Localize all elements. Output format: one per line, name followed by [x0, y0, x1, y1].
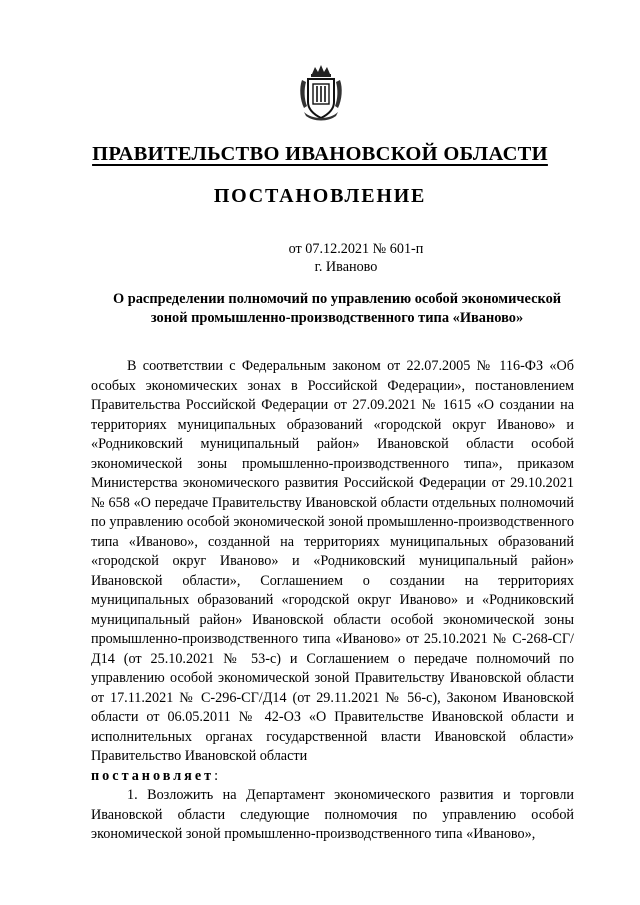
decree-word: постановляет	[91, 767, 215, 784]
government-title: ПРАВИТЕЛЬСТВО ИВАНОВСКОЙ ОБЛАСТИ	[92, 143, 548, 165]
coat-of-arms-icon	[298, 64, 344, 122]
preamble-paragraph: В соответствии с Федеральным законом от 22.07.2005 № 116-ФЗ «Об особых экономических зонах в Российской Федерации», постановлением Правительства Российской Федерации от 27.09.2021 № 1615 «О создании на территориях муниципальных образований «городской округ Иваново» и «Родниковский муниципальный район» Ивановской области особой экономической зоны промышленно-производственного типа», приказом Министерства экономического развития Российской Федерации от 29.10.2021 № 658 «О передаче Правительству Ивановской области отдельных полномочий по управлению особой экономической зоной промышленно-производственного типа «Иваново», созданной на территориях муниципальных образований «городской округ Иваново» и «Родниковский муниципальный район» Ивановской области», Соглашением о создании на территориях муниципальных образований «городской округ Иваново» и «Родниковский муниципальный район» Ивановской области особой экономической зоны промышленно-производственного типа «Иваново» от 25.10.2021 № С-268-СГ/Д14 (от 25.10.2021 № 53-с) и Соглашением о передаче полномочий по управлению особой экономической зоной Правительству Ивановской области от 17.11.2021 № С-296-СГ/Д14 (от 29.11.2021 № 56-с), Законом Ивановской области от 06.05.2011 № 42-ОЗ «О Правительстве Ивановской области и исполнительных органах государственной власти Ивановской области» Правительство Ивановской области	[91, 358, 574, 764]
decree-colon: :	[214, 767, 219, 784]
decree-line	[91, 767, 574, 787]
document-city: г. Иваново	[314, 259, 378, 275]
subject-line-2: зоной промышленно-производственного типа «Иваново»	[150, 310, 524, 326]
subject-line-1: О распределении полномочий по управлению особой экономической	[112, 291, 562, 307]
document-subject	[92, 290, 582, 328]
document-date-number: от 07.12.2021 № 601-п	[288, 241, 424, 257]
document-type: ПОСТАНОВЛЕНИЕ	[213, 185, 427, 207]
document-body	[91, 357, 574, 845]
item-1-paragraph: 1. Возложить на Департамент экономического развития и торговли Ивановской области следующие полномочия по управлению особой экономической зоной промышленно-производственного типа «Иваново»,	[91, 787, 574, 842]
